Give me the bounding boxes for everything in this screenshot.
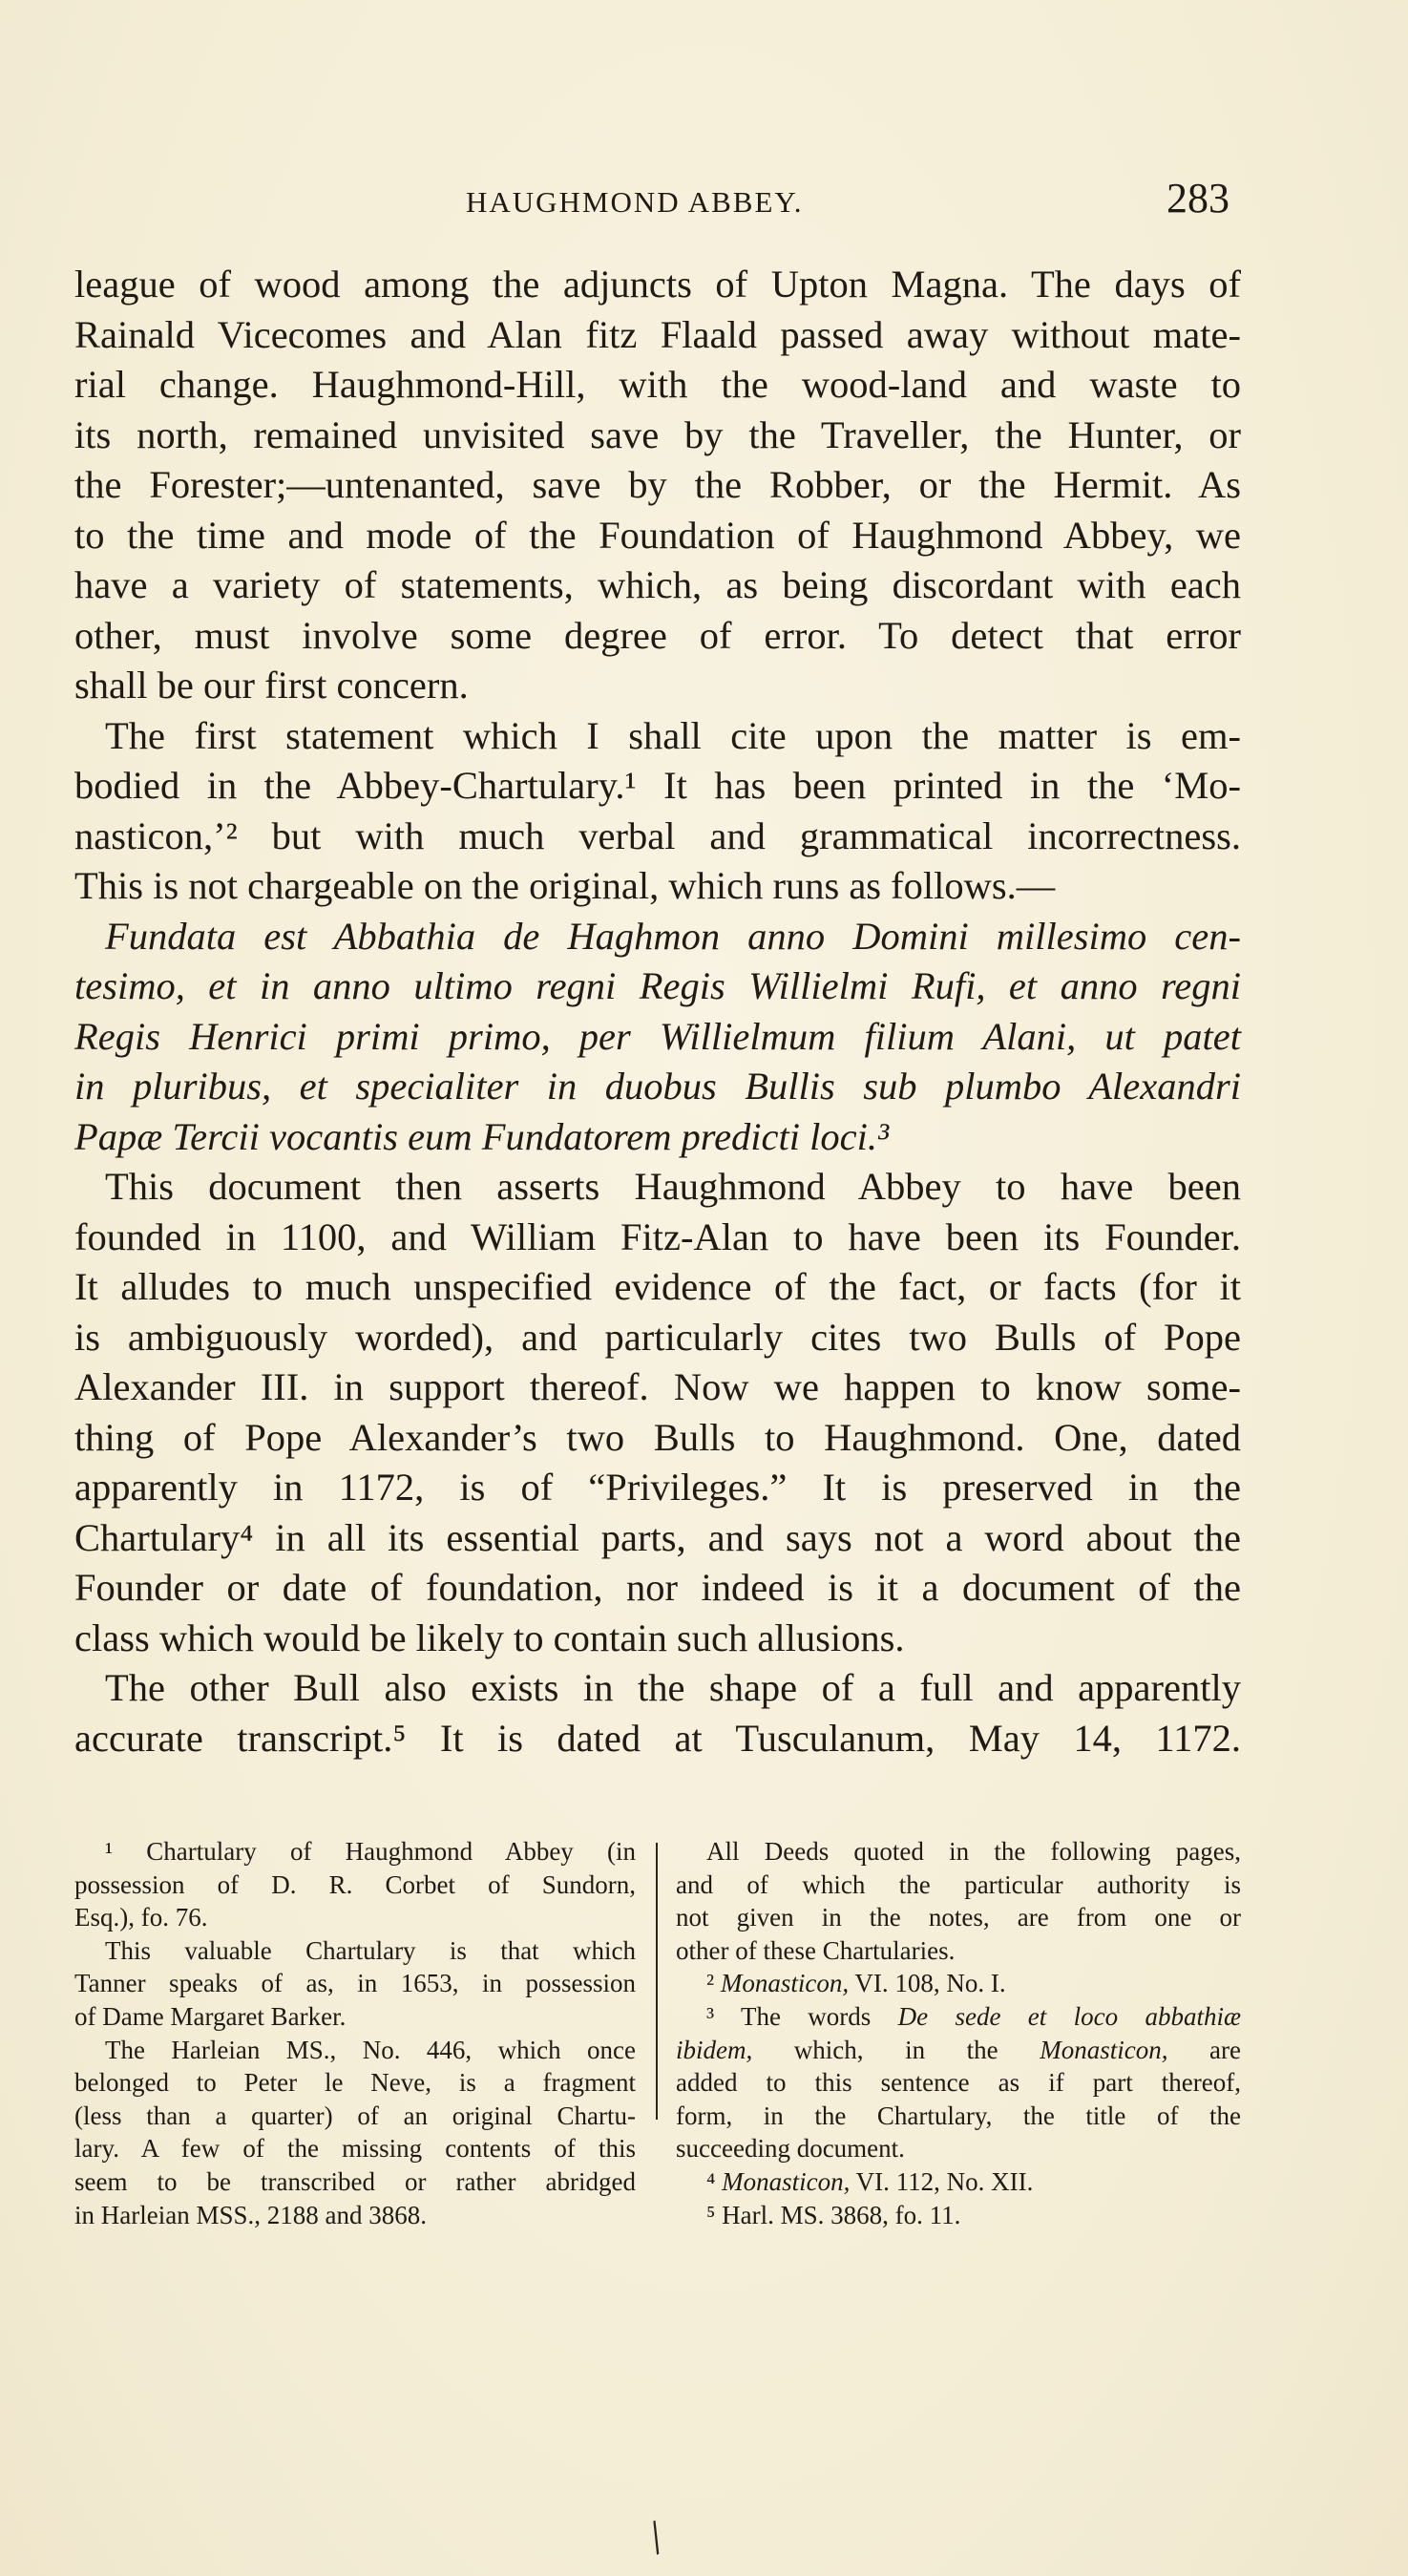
footnote-italic: De sede et loco abbathiæ [897,2001,1241,2031]
footnote-line: succeeding document. [676,2134,905,2164]
body-line: Rainald Vicecomes and Alan fitz Flaald passed away without mate- [74,312,1241,356]
footnote-column-divider [656,1843,658,2120]
latin-quote-line: Papæ Tercii vocantis eum Fundatorem predicti loci.³ [74,1114,890,1158]
footnotes-left-column [74,1835,636,2231]
footnote-line [676,2034,1241,2067]
body-line: shall be our first concern. [74,664,469,707]
body-line: other, must involve some degree of error. To detect that error [74,613,1241,657]
footnote-italic: Monasticon, [1040,2035,1168,2064]
footnote-line: Tanner speaks of as, in 1653, in possession [74,1969,636,1998]
footnote-text: VI. 108, No. I. [849,1969,1006,1998]
footnotes [74,1835,1241,2229]
footnote-line: belonged to Peter le Neve, is a fragment [74,2068,636,2098]
latin-quote-line: Regis Henrici primi primo, per Willielmum filium Alani, ut patet [74,1014,1241,1058]
body-line: rial change. Haughmond-Hill, with the wood-land and waste to [74,363,1241,406]
footnote-marker: ⁴ [706,2166,716,2196]
latin-quote-line: in pluribus, et specialiter in duobus Bullis sub plumbo Alexandri [74,1065,1241,1108]
footnote-line: Esq.), fo. 76. [74,1903,208,1932]
body-line: nasticon,’² but with much verbal and grammatical incorrectness. [74,813,1241,857]
body-line: have a variety of statements, which, as being discordant with each [74,563,1241,606]
body-line: founded in 1100, and William Fitz-Alan to have been its Founder. [74,1214,1241,1258]
body-line: bodied in the Abbey-Chartulary.¹ It has been printed in the ‘Mo- [74,764,1241,807]
footnote-line: (less than a quarter) of an original Chartu- [74,2101,636,2130]
ink-mark: / [638,2509,674,2565]
page-number: 283 [1166,175,1229,222]
body-line: class which would be likely to contain such allusions. [74,1615,905,1659]
footnote-line: The Harleian MS., No. 446, which once [105,2035,636,2064]
body-text [74,260,1241,1763]
footnote-text: ³ The words [706,2001,898,2031]
running-title: HAUGHMOND ABBEY. [466,185,804,219]
footnote-text: which, in the [752,2035,1040,2064]
footnote-italic: Monasticon, [720,1969,850,1998]
footnote-text: VI. 112, No. XII. [850,2166,1034,2196]
body-line: its north, remained unvisited save by the Traveller, the Hunter, or [74,412,1241,456]
footnote-line: ⁵ Harl. MS. 3868, fo. 11. [706,2200,961,2229]
footnote-text: are [1167,2035,1241,2064]
body-line: The other Bull also exists in the shape of a full and apparently [105,1666,1241,1709]
body-line: Founder or date of foundation, nor indeed is it a document of the [74,1566,1241,1609]
body-line: This document then asserts Haughmond Abbey to have been [105,1165,1241,1208]
body-line: Alexander III. in support thereof. Now we happen to know some- [74,1365,1241,1408]
body-line: league of wood among the adjuncts of Upton Magna. The days of [74,263,1241,306]
footnote-line [676,1967,1241,2000]
footnote-line [676,2000,1241,2034]
footnotes-right-column [676,1835,1241,2231]
footnote-line: and of which the particular authority is [676,1869,1241,1899]
footnote-line: in Harleian MSS., 2188 and 3868. [74,2200,427,2229]
footnote-line: added to this sentence as if part thereof, [676,2068,1241,2098]
latin-quote-line: Fundata est Abbathia de Haghmon anno Domini millesimo cen- [105,914,1241,958]
footnote-line [676,2165,1241,2199]
body-line: The first statement which I shall cite upon the matter is em- [105,713,1241,757]
body-line: accurate transcript.⁵ It is dated at Tusculanum, May 14, 1172. [74,1716,1241,1760]
footnote-line: form, in the Chartulary, the title of the [676,2101,1241,2130]
body-line: Chartulary⁴ in all its essential parts, and says not a word about the [74,1515,1241,1559]
running-header [74,174,1229,231]
footnote-line: seem to be transcribed or rather abridged [74,2166,636,2196]
body-line: It alludes to much unspecified evidence of the fact, or facts (for it [74,1265,1241,1308]
footnote-line: lary. A few of the missing contents of this [74,2134,636,2164]
footnote-line: other of these Chartularies. [676,1935,956,1965]
footnote-line: All Deeds quoted in the following pages, [706,1837,1241,1866]
footnote-line: not given in the notes, are from one or [676,1903,1241,1932]
body-line: apparently in 1172, is of “Privileges.” It is preserved in the [74,1466,1241,1509]
latin-quote-line: tesimo, et in anno ultimo regni Regis Willielmi Rufi, et anno regni [74,964,1241,1007]
footnote-marker: ² [706,1969,715,1998]
footnote-italic: ibidem, [676,2035,753,2064]
body-line: to the time and mode of the Foundation of Haughmond Abbey, we [74,513,1241,557]
body-line: This is not chargeable on the original, which runs as follows.— [74,864,1056,907]
body-line: thing of Pope Alexander’s two Bulls to Haughmond. One, dated [74,1415,1241,1459]
footnote-line: This valuable Chartulary is that which [105,1935,636,1965]
footnote-line: possession of D. R. Corbet of Sundorn, [74,1869,636,1899]
footnote-line: ¹ Chartulary of Haughmond Abbey (in [105,1837,636,1866]
body-line: is ambiguously worded), and particularly cites two Bulls of Pope [74,1315,1241,1359]
footnote-italic: Monasticon, [722,2166,851,2196]
footnote-line: of Dame Margaret Barker. [74,2001,347,2031]
body-line: the Forester;—untenanted, save by the Robber, or the Hermit. As [74,463,1241,506]
